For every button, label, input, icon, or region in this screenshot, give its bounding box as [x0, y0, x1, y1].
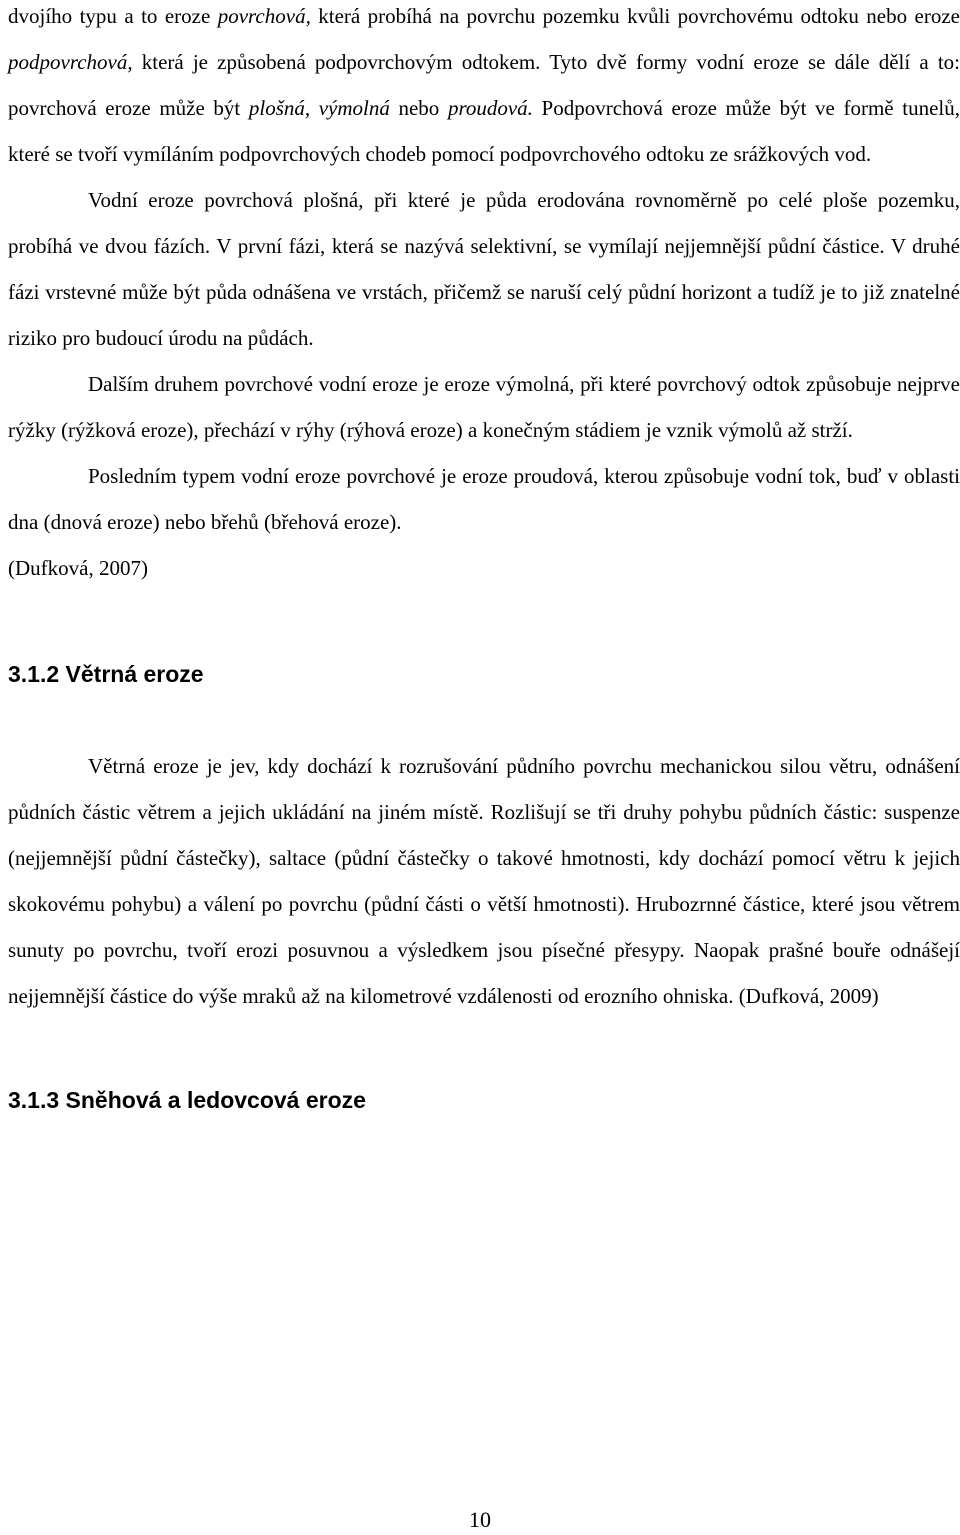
page-number: 10 [469, 1507, 491, 1532]
text-run: Podpovrchová eroze může být ve formě tunelů, které se tvoří vymíláním podpovrchových chodeb pomocí podpovrchového odtoku ze srážkových vod. [8, 96, 960, 166]
italic-term: plošná, výmolná [248, 96, 390, 120]
paragraph-sheet-erosion: Vodní eroze povrchová plošná, při které je půda erodována rovnoměrně po celé ploše pozemku, probíhá ve dvou fázích. V první fázi, která se nazývá selektivní, se vymílají nejjemnější půdní částice. V druhé fázi vrstevné může být půda odnášena ve vrstách, přičemž se naruší celý půdní horizont a tudíž je to již znatelné riziko pro budoucí úrodu na půdách. [8, 188, 960, 350]
citation: (Dufková, 2007) [8, 556, 148, 580]
text-run: která probíhá na povrchu pozemku kvůli povrchovému odtoku nebo eroze [310, 4, 960, 28]
italic-term: povrchová, [217, 4, 311, 28]
section-heading-wind-erosion: 3.1.2 Větrná eroze [8, 661, 204, 687]
paragraph-gully-erosion: Dalším druhem povrchové vodní eroze je eroze výmolná, při které povrchový odtok způsobuje nejprve rýžky (rýžková eroze), přechází v rýhy (rýhová eroze) a konečným stádiem je vznik výmolů až strží. [8, 372, 960, 442]
paragraph-stream-erosion: Posledním typem vodní eroze povrchové je eroze proudová, kterou způsobuje vodní tok, buď v oblasti dna (dnová eroze) nebo břehů (břehová eroze). [8, 464, 960, 534]
document-page [8, 0, 960, 1123]
paragraph-water-erosion-types [8, 0, 960, 177]
section-heading-snow-glacier-erosion: 3.1.3 Sněhová a ledovcová eroze [8, 1087, 366, 1113]
italic-term: podpovrchová, [8, 50, 133, 74]
italic-term: proudová. [447, 96, 533, 120]
text-run: dvojího typu a to eroze [8, 4, 218, 28]
paragraph-wind-erosion: Větrná eroze je jev, kdy dochází k rozrušování půdního povrchu mechanickou silou větru, odnášení půdních částic větrem a jejich ukládání na jiném místě. Rozlišují se tři druhy pohybu půdních částic: suspenze (nejjemnější půdní částečky), saltace (půdní částečky o takové hmotnosti, kdy dochází pomocí větru k jejich skokovému pohybu) a válení po povrchu (půdní části o větší hmotnosti). Hrubozrnné částice, které jsou větrem sunuty po povrchu, tvoří erozi posuvnou a výsledkem jsou písečné přesypy. Naopak prašné bouře odnášejí nejjemnější částice do výše mraků až na kilometrové vzdálenosti od erozního ohniska. (Dufková, 2009) [8, 754, 960, 1008]
text-run: nebo [389, 96, 448, 120]
text-run: která je způsobená podpovrchovým odtokem. Tyto dvě formy vodní eroze se dále dělí a to: povrchová eroze může být [8, 50, 960, 120]
